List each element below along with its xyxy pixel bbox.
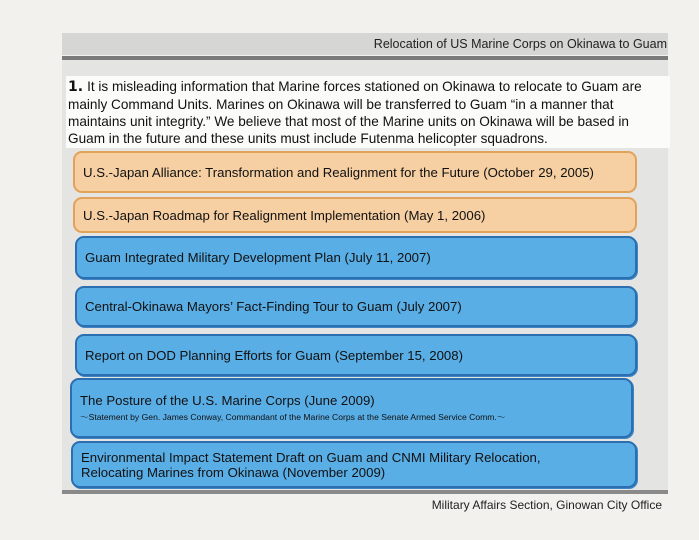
timeline-item-guam-plan-2007 — [75, 236, 637, 279]
timeline-item-eis-draft-2009 — [71, 441, 637, 488]
footer-text: Military Affairs Section, Ginowan City Office — [431, 498, 662, 512]
item-subtitle: 〜Statement by Gen. James Conway, Commandant of the Marine Corps at the Senate Armed Service Comm.〜 — [80, 412, 506, 422]
item-title: Guam Integrated Military Development Plan (July 11, 2007) — [85, 250, 431, 265]
item-title: Central-Okinawa Mayors’ Fact-Finding Tour to Guam (July 2007) — [85, 299, 462, 314]
item-title: U.S.-Japan Alliance: Transformation and Realignment for the Future (October 29, 2005) — [83, 164, 594, 180]
timeline-item-dod-report-2008 — [75, 334, 637, 376]
timeline-item-marine-posture-2009 — [70, 378, 633, 438]
intro-number: 1. — [68, 79, 84, 95]
item-title: U.S.-Japan Roadmap for Realignment Implementation (May 1, 2006) — [83, 207, 486, 223]
item-title: Report on DOD Planning Efforts for Guam (September 15, 2008) — [85, 347, 463, 363]
item-title: The Posture of the U.S. Marine Corps (June 2009) — [80, 393, 375, 408]
timeline-item-alliance-2005 — [73, 151, 637, 193]
item-title: Environmental Impact Statement Draft on Guam and CNMI Military Relocation, — [81, 449, 541, 465]
timeline-item-mayors-tour-2007 — [75, 286, 637, 327]
footer-rule — [62, 490, 668, 494]
timeline-item-roadmap-2006 — [73, 197, 637, 233]
header-title: Relocation of US Marine Corps on Okinawa to Guam — [373, 37, 667, 51]
intro-box — [66, 76, 670, 148]
intro-paragraph — [66, 76, 670, 147]
intro-text: It is misleading information that Marine forces stationed on Okinawa to relocate to Guam are mainly Command Units. Marines on Okinawa will be transferred to Guam “in a manner that maintains unit integrity.” We believe that most of the Marine units on Okinawa will be based in Guam in the future and these units must include Futenma helicopter squadrons. — [68, 79, 642, 146]
item-title-line2: Relocating Marines from Okinawa (November 2009) — [81, 464, 386, 480]
